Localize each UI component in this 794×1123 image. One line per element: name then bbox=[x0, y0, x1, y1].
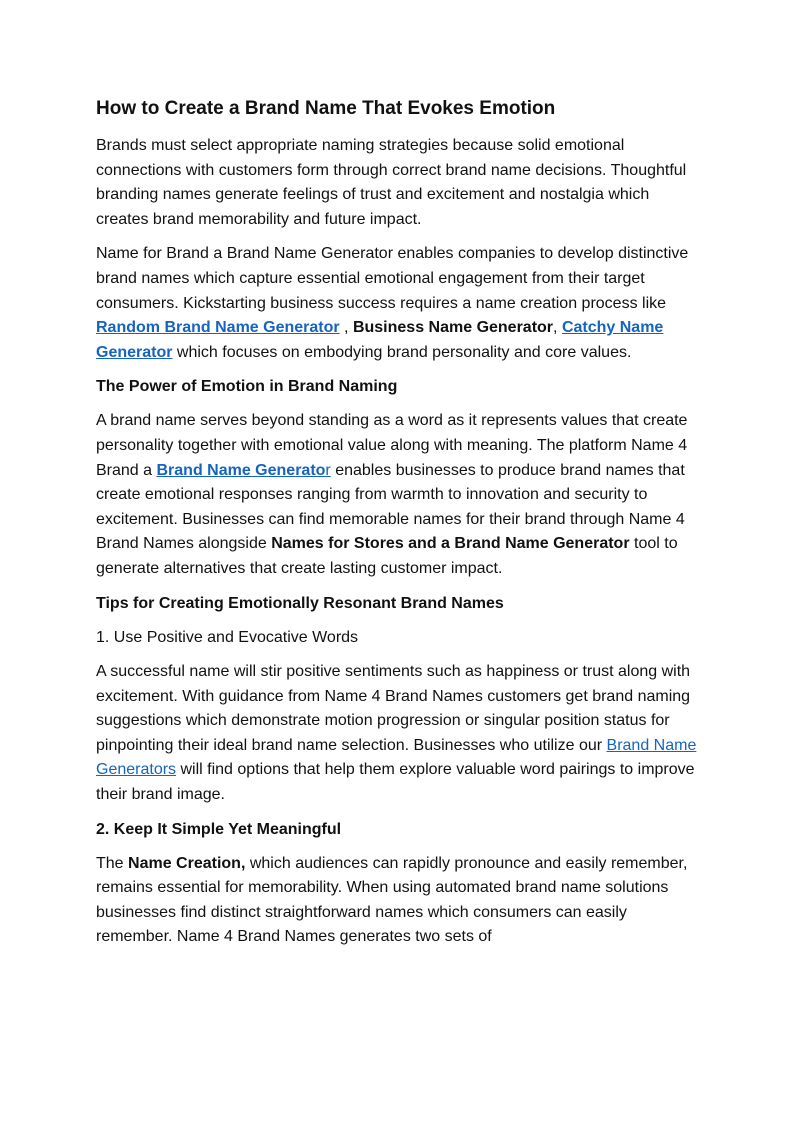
tip-item-1: 1. Use Positive and Evocative Words bbox=[96, 628, 359, 646]
tips-text-a: A successful name will stir positive sentiments such as happiness or trust along with excitement. With guidance from Name 4 Brand Names customers get brand naming suggestions which demonstrate motion progression or singular position status for pinpointing their ideal brand name selection. Businesses who utilize our bbox=[96, 663, 691, 754]
generator-text-c: , bbox=[553, 319, 558, 337]
simple-text-a: The bbox=[96, 854, 129, 872]
power-text-c: tool to generate alternatives that create lasting customer impact. bbox=[96, 535, 678, 577]
tips-text-b: will find options that help them explore valuable word pairings to improve their brand image. bbox=[96, 761, 695, 804]
brand-name-generator-link[interactable] bbox=[156, 462, 330, 479]
generator-text-b: , bbox=[339, 319, 353, 337]
section-heading-keep-it-simple: 2. Keep It Simple Yet Meaningful bbox=[96, 820, 342, 838]
brand-name-generators-link[interactable]: Brand Name Generators bbox=[96, 736, 697, 779]
document-title: How to Create a Brand Name That Evokes Emotion bbox=[96, 98, 556, 119]
catchy-name-generator-link[interactable]: Catchy Name Generator bbox=[96, 319, 664, 361]
brand-name-generator-link-tail: r bbox=[325, 461, 331, 479]
generator-paragraph bbox=[96, 242, 706, 365]
power-text-b: enables businesses to produce brand names that create emotional responses ranging from warmth to innovation and security to excitement. Businesses can find memorable names for their brand through Name 4 Brand Names alongside bbox=[96, 461, 685, 553]
business-name-generator-bold: Business Name Generator bbox=[352, 319, 554, 337]
brand-name-generator-link-bold: Brand Name Generato bbox=[156, 461, 326, 479]
section-heading-power-of-emotion: The Power of Emotion in Brand Naming bbox=[96, 378, 398, 396]
random-brand-name-generator-link[interactable]: Random Brand Name Generator bbox=[96, 319, 340, 337]
keep-simple-paragraph bbox=[96, 852, 706, 950]
power-of-emotion-paragraph bbox=[96, 409, 706, 581]
generator-text-a: Name for Brand a Brand Name Generator enables companies to develop distinctive brand names which capture essential emotional engagement from their target consumers. Kickstarting business success requires a name creation process like bbox=[96, 245, 689, 312]
positive-words-paragraph bbox=[96, 660, 706, 808]
generator-text-d: which focuses on embodying brand personality and core values. bbox=[172, 343, 632, 361]
name-creation-bold: Name Creation, bbox=[128, 854, 246, 872]
names-for-stores-bold: Names for Stores and a Brand Name Generator bbox=[271, 535, 630, 553]
intro-paragraph: Brands must select appropriate naming strategies because solid emotional connections with customers form through correct brand name decisions. Thoughtful branding names generate feelings of trust and excitement and nostalgia which creates brand memorability and future impact. bbox=[96, 137, 687, 228]
section-heading-tips: Tips for Creating Emotionally Resonant Brand Names bbox=[96, 594, 504, 612]
simple-text-b: which audiences can rapidly pronounce and easily remember, remains essential for memorability. When using automated brand name solutions businesses find distinct straightforward names which consumers can easily remember. Name 4 Brand Names generates two sets of bbox=[96, 854, 688, 946]
document-page bbox=[96, 96, 706, 960]
power-text-a: A brand name serves beyond standing as a word as it represents values that create personality together with emotional value along with meaning. The platform Name 4 Brand a bbox=[96, 412, 688, 479]
